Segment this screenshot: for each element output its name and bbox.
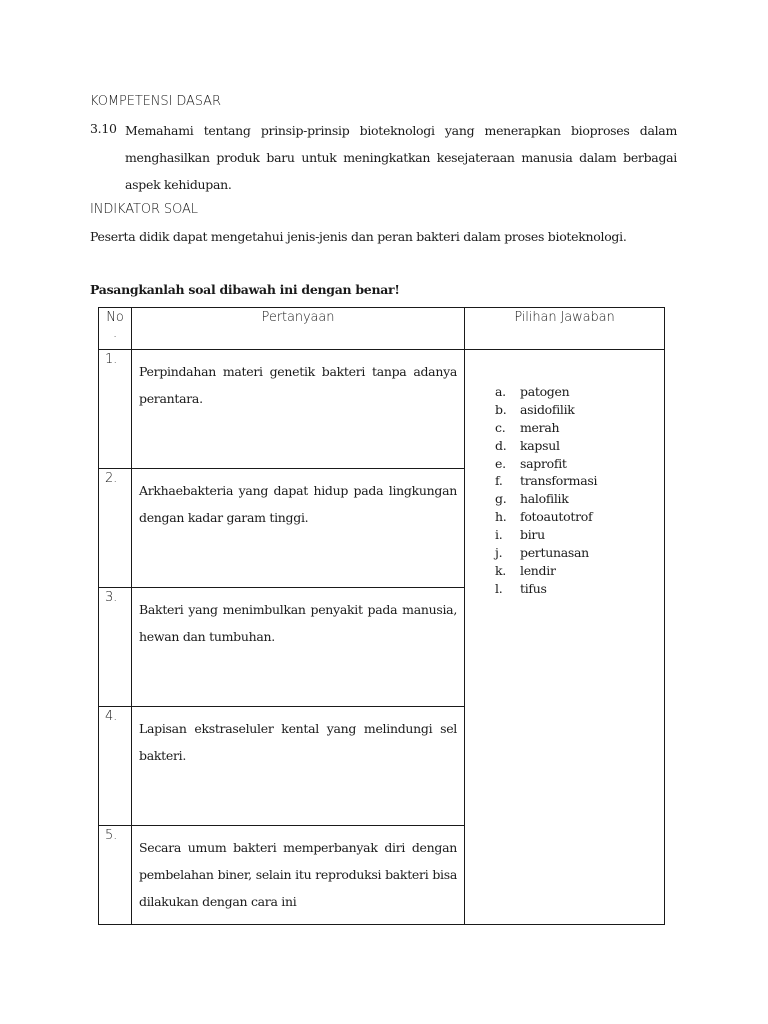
kompetensi-heading: KOMPETENSI DASAR — [90, 94, 221, 109]
instruction: Pasangkanlah soal dibawah ini dengan benar! — [90, 282, 400, 297]
answer-option: e. saprofit — [495, 455, 567, 471]
kompetensi-number: 3.10 — [90, 121, 117, 136]
header-no: No . — [99, 308, 132, 350]
matching-table — [98, 307, 665, 925]
answer-option: g. halofilik — [495, 491, 569, 507]
indikator-text: Peserta didik dapat mengetahui jenis-jenis dan peran bakteri dalam proses bioteknologi. — [90, 229, 627, 244]
row-question: Bakteri yang menimbulkan penyakit pada manusia, hewan dan tumbuhan. — [132, 588, 465, 707]
answer-option: a. patogen — [495, 384, 570, 399]
answer-option: b. asidofilik — [495, 401, 575, 417]
answer-option: f. transformasi — [495, 473, 598, 489]
answer-option: k. lendir — [495, 562, 556, 578]
row-question: Arkhaebakteria yang dapat hidup pada lingkungan dengan kadar garam tinggi. — [132, 469, 465, 588]
row-number: 1. — [99, 350, 132, 469]
answer-option: d. kapsul — [495, 437, 560, 453]
row-number: 3. — [99, 588, 132, 707]
answer-options — [465, 350, 665, 925]
row-question: Perpindahan materi genetik bakteri tanpa adanya perantara. — [132, 350, 465, 469]
row-number: 2. — [99, 469, 132, 588]
table-header-row — [99, 308, 665, 350]
row-number: 4. — [99, 707, 132, 826]
answer-option: h. fotoautotrof — [495, 509, 593, 525]
answer-option: j. pertunasan — [495, 545, 589, 561]
row-question: Secara umum bakteri memperbanyak diri dengan pembelahan biner, selain itu reproduksi bakteri bisa dilakukan dengan cara ini — [132, 826, 465, 925]
row-question: Lapisan ekstraseluler kental yang melindungi sel bakteri. — [132, 707, 465, 826]
answer-list — [495, 383, 664, 598]
table-row — [99, 350, 665, 469]
header-question: Pertanyaan — [132, 308, 465, 350]
header-answers: Pilihan Jawaban — [465, 308, 665, 350]
indikator-heading: INDIKATOR SOAL — [90, 202, 198, 217]
answer-option: i. biru — [495, 527, 545, 543]
kompetensi-text: Memahami tentang prinsip-prinsip bioteknologi yang menerapkan bioproses dalam menghasilkan produk baru untuk meningkatkan kesejateraan manusia dalam berbagai aspek kehidupan. — [125, 123, 677, 192]
answer-option: l. tifus — [495, 580, 547, 596]
row-number: 5. — [99, 826, 132, 925]
answer-option: c. merah — [495, 419, 560, 435]
